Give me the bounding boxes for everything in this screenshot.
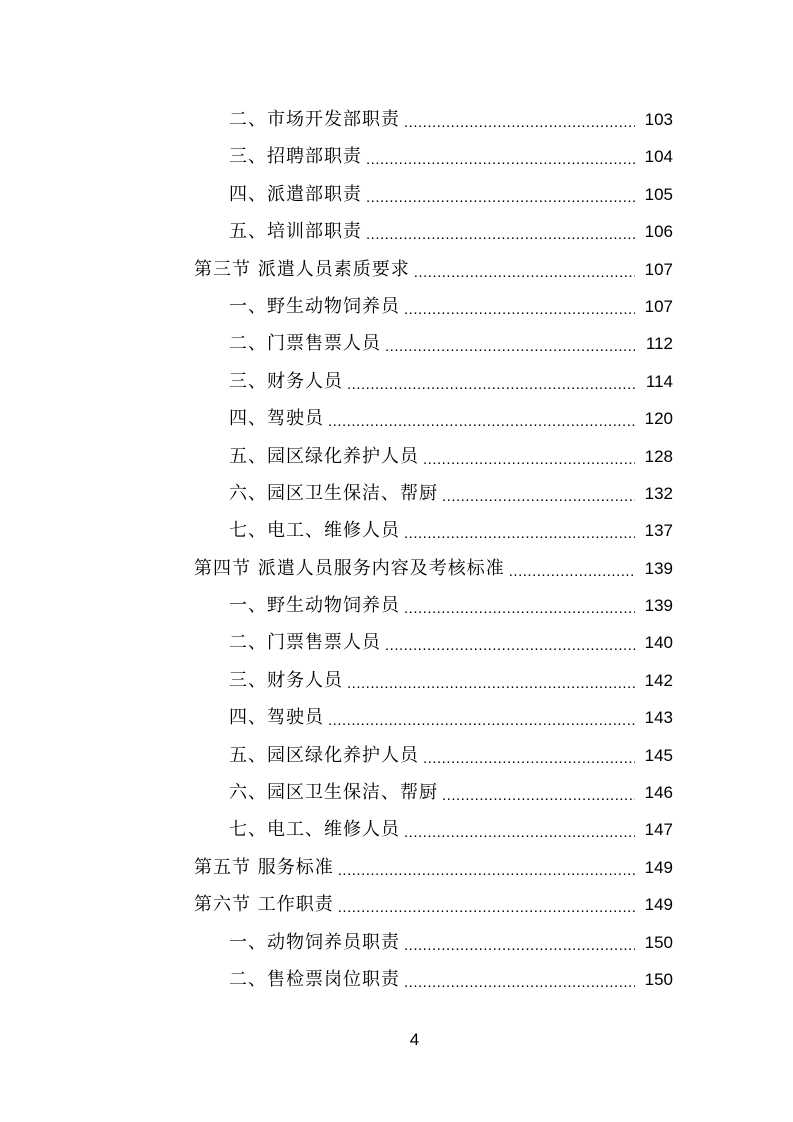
toc-entry-page: 146 [644, 783, 673, 803]
toc-entry[interactable] [0, 811, 793, 848]
toc-entry[interactable] [0, 325, 793, 362]
toc-entry[interactable] [0, 961, 793, 998]
toc-dot-leader [414, 254, 635, 291]
toc-entry-title: 六、园区卫生保洁、帮厨 [229, 782, 438, 804]
toc-entry-title: 第三节 派遣人员素质要求 [194, 258, 410, 280]
toc-entry-page: 120 [644, 409, 673, 429]
toc-entry-page: 128 [644, 446, 673, 466]
toc-section-entry[interactable] [0, 886, 793, 923]
toc-entry-page: 139 [644, 596, 673, 616]
toc-dot-leader [338, 889, 635, 926]
toc-dot-leader [328, 702, 635, 739]
toc-entry-page: 139 [644, 558, 673, 578]
toc-entry-title: 五、园区绿化养护人员 [229, 744, 419, 766]
toc-section-entry[interactable] [0, 849, 793, 886]
toc-entry-title: 第六节 工作职责 [194, 894, 334, 916]
toc-entry[interactable] [0, 774, 793, 811]
toc-entry[interactable] [0, 213, 793, 250]
toc-entry-title: 二、市场开发部职责 [229, 109, 400, 130]
toc-dot-leader [385, 627, 635, 664]
toc-entry-page: 103 [644, 110, 673, 129]
toc-dot-leader [404, 814, 635, 851]
toc-entry-page: 147 [644, 820, 673, 840]
toc-entry-title: 三、招聘部职责 [229, 146, 362, 168]
page-number: 4 [409, 1030, 420, 1049]
toc-dot-leader [404, 515, 635, 552]
toc-entry-page: 105 [644, 184, 673, 204]
toc-entry-page: 145 [644, 745, 673, 765]
toc-entry-title: 二、门票售票人员 [229, 632, 381, 654]
toc-entry-title: 四、驾驶员 [229, 408, 324, 430]
toc-dot-leader [338, 852, 635, 889]
toc-entry-page: 107 [644, 259, 673, 279]
toc-entry[interactable] [0, 363, 793, 400]
toc-entry-title: 六、园区卫生保洁、帮厨 [229, 482, 438, 504]
toc-dot-leader [404, 291, 635, 328]
toc-entry-page: 107 [644, 296, 673, 316]
toc-entry-title: 四、驾驶员 [229, 707, 324, 729]
toc-section-entry[interactable] [0, 550, 793, 587]
toc-entry[interactable] [0, 699, 793, 736]
toc-dot-leader [347, 366, 635, 403]
toc-entry-page: 142 [644, 670, 673, 690]
toc-entry-title: 二、门票售票人员 [229, 333, 381, 355]
toc-dot-leader [423, 441, 635, 478]
toc-entry-title: 一、野生动物饲养员 [229, 295, 400, 317]
toc-entry-page: 132 [644, 483, 673, 503]
toc-entry-page: 104 [644, 147, 673, 167]
toc-entry-page: 150 [644, 969, 673, 989]
toc-entry-page: 150 [644, 932, 673, 952]
toc-entry[interactable] [0, 288, 793, 325]
toc-entry-page: 143 [644, 708, 673, 728]
toc-entry-page: 149 [644, 895, 673, 915]
toc-entry-title: 一、野生动物饲养员 [229, 595, 400, 617]
toc-dot-leader [423, 740, 635, 777]
toc-entry[interactable] [0, 475, 793, 512]
toc-entry[interactable] [0, 624, 793, 661]
toc-entry-title: 第五节 服务标准 [194, 856, 334, 878]
toc-dot-leader [442, 478, 635, 515]
toc-dot-leader [404, 964, 635, 1001]
toc-dot-leader [328, 403, 635, 440]
toc-entry[interactable] [0, 138, 793, 175]
toc-entry-title: 四、派遣部职责 [229, 183, 362, 205]
toc-entry-page: 112 [645, 334, 673, 354]
toc-dot-leader [366, 179, 635, 216]
toc-entry-title: 二、售检票岗位职责 [229, 968, 400, 990]
toc-entry-page: 114 [645, 371, 673, 391]
toc-dot-leader [404, 590, 635, 627]
toc-entry-title: 三、财务人员 [229, 669, 343, 691]
toc-entry[interactable] [0, 512, 793, 549]
toc-entry[interactable] [0, 101, 793, 138]
table-of-contents [0, 101, 793, 998]
toc-dot-leader [385, 328, 635, 365]
toc-dot-leader [366, 216, 635, 253]
toc-entry[interactable] [0, 176, 793, 213]
toc-entry-page: 149 [644, 857, 673, 877]
toc-section-entry[interactable] [0, 251, 793, 288]
toc-entry-title: 三、财务人员 [229, 370, 343, 392]
toc-entry[interactable] [0, 438, 793, 475]
toc-entry-title: 五、培训部职责 [229, 221, 362, 243]
toc-entry-page: 106 [644, 222, 673, 242]
toc-dot-leader [404, 927, 635, 964]
toc-entry-page: 137 [644, 521, 673, 541]
toc-dot-leader [347, 665, 635, 702]
toc-entry-title: 七、电工、维修人员 [229, 520, 400, 542]
toc-dot-leader [442, 777, 635, 814]
toc-dot-leader [404, 104, 635, 141]
toc-entry-title: 第四节 派遣人员服务内容及考核标准 [194, 557, 505, 579]
toc-entry-page: 140 [644, 633, 673, 653]
toc-dot-leader [509, 553, 635, 590]
toc-entry-title: 七、电工、维修人员 [229, 819, 400, 841]
toc-dot-leader [366, 141, 635, 178]
toc-entry[interactable] [0, 737, 793, 774]
toc-entry[interactable] [0, 587, 793, 624]
toc-entry[interactable] [0, 662, 793, 699]
toc-entry-title: 五、园区绿化养护人员 [229, 445, 419, 467]
toc-entry-title: 一、动物饲养员职责 [229, 931, 400, 953]
toc-entry[interactable] [0, 924, 793, 961]
toc-entry[interactable] [0, 400, 793, 437]
